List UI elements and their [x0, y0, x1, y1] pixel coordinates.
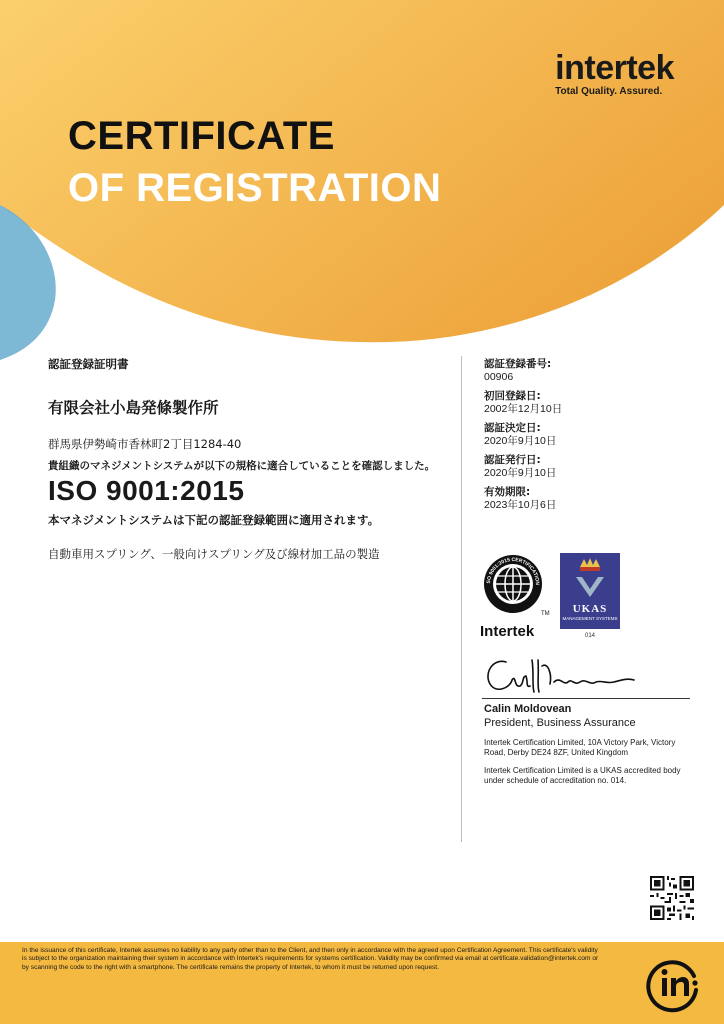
standard-name: ISO 9001:2015: [48, 475, 245, 506]
detail-issue-date: [484, 454, 694, 480]
detail-value: 2020年9月10日: [484, 467, 557, 479]
detail-value: 2023年10月6日: [484, 499, 557, 511]
qr-code-icon[interactable]: [650, 876, 694, 920]
detail-label: 有効期限:: [484, 486, 531, 498]
detail-initial-registration: [484, 390, 694, 416]
title-line-1: CERTIFICATE: [68, 114, 335, 158]
detail-label: 初回登録日:: [484, 390, 541, 402]
detail-decision-date: [484, 422, 694, 448]
signature-line: [482, 698, 690, 699]
confirmation-text: 貴組織のマネジメントシステムが以下の規格に適合していることを確認しました。: [48, 460, 436, 472]
issuer-address: Intertek Certification Limited, 10A Victory Park, Victory Road, Derby DE24 8ZF, United Kingdom: [484, 738, 676, 757]
detail-label: 認証発行日:: [484, 454, 541, 466]
intertek-logo: [555, 50, 674, 97]
issuer-info: [484, 738, 689, 794]
signer-title: President, Business Assurance: [484, 717, 636, 729]
scope-label: 本マネジメントシステムは下記の認証登録範囲に適用されます。: [48, 513, 380, 527]
intertek-badge-label: Intertek: [480, 623, 535, 640]
logo-wordmark: intertek: [555, 49, 674, 87]
intertek-in-logo-icon: [640, 950, 704, 1014]
handwritten-signature: [482, 652, 642, 697]
detail-expiry-date: [484, 486, 694, 512]
detail-value: 2002年12月10日: [484, 403, 563, 415]
column-divider: [461, 356, 462, 842]
accreditation-note: Intertek Certification Limited is a UKAS accredited body under schedule of accreditation no. 014.: [484, 766, 681, 785]
footer-disclaimer: In the issuance of this certificate, Intertek assumes no liability to any party other than to the Client, and then only in accordance with the agreed upon Certification Agreement. This certificate's validity is subject to the organization maintaining their system in accordance with Intertek's requirements for systems certification. Validity may be confirmed via email at certificate.validation@intertek.com or by scanning the code to the right with a smartphone. The certificate remains the property of Intertek, to whom it must be returned upon request.: [22, 947, 599, 971]
company-address: 群馬県伊勢崎市香林町2丁目1284-40: [48, 437, 242, 451]
ukas-sub-label: MANAGEMENT SYSTEMS: [562, 616, 618, 621]
footer-band: [0, 942, 724, 1024]
company-name: 有限会社小島発條製作所: [48, 399, 219, 417]
certificate-details: [484, 358, 694, 518]
scope-text: 自動車用スプリング、一般向けスプリング及び線材加工品の製造: [48, 547, 380, 561]
detail-registration-number: [484, 358, 694, 384]
ukas-label: UKAS: [572, 603, 608, 615]
crown-check-icon: [560, 553, 620, 603]
logo-tagline: Total Quality. Assured.: [555, 86, 663, 97]
detail-value: 00906: [484, 371, 514, 383]
trademark-mark: TM: [541, 611, 550, 617]
seal-ring-text: SO 9001:2015 CERTIFICATION: [485, 556, 541, 586]
detail-label: 認証登録番号:: [484, 358, 552, 370]
title-line-2: OF REGISTRATION: [68, 166, 442, 210]
intertek-globe-seal-icon: [482, 553, 544, 615]
document-label: 認証登録証明書: [48, 357, 129, 371]
signer-name: Calin Moldovean: [484, 703, 572, 715]
detail-label: 認証決定日:: [484, 422, 541, 434]
accreditation-badges: [480, 553, 630, 648]
ukas-number: 014: [584, 633, 595, 639]
detail-value: 2020年9月10日: [484, 435, 557, 447]
